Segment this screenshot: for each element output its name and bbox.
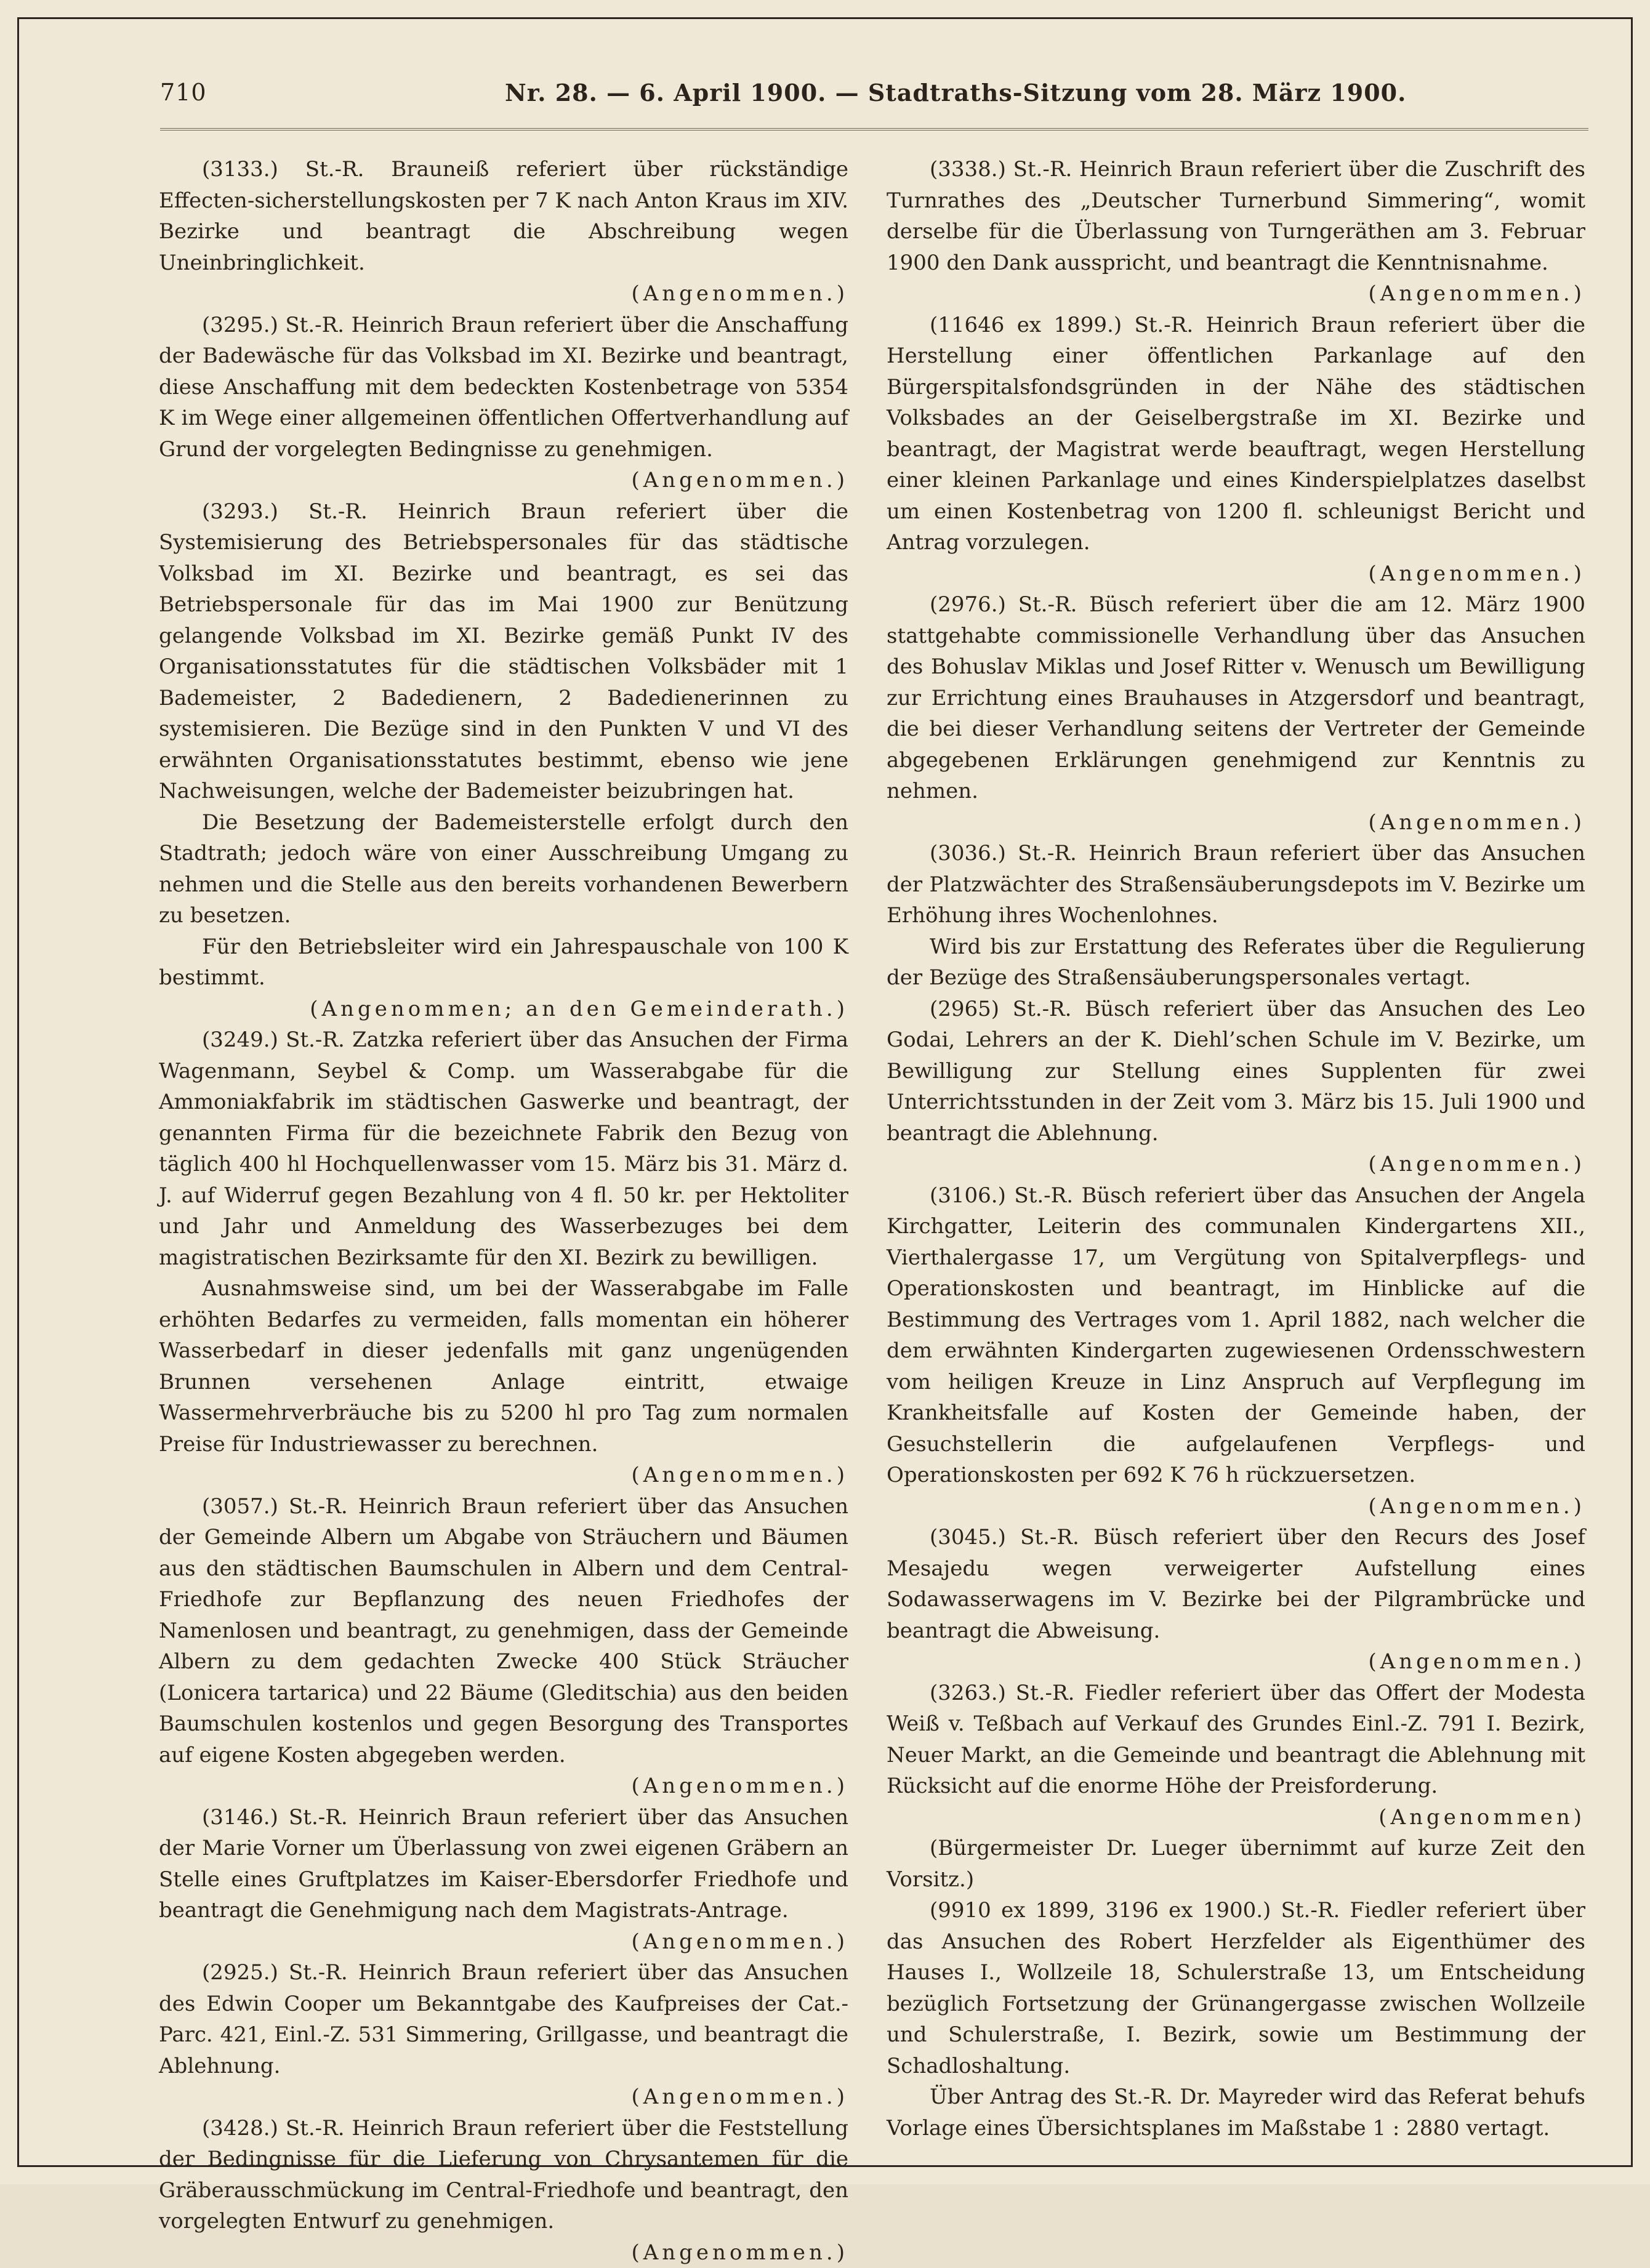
resolution-status: (Angenommen.) (159, 1460, 848, 1491)
resolution-status: (Angenommen.) (887, 807, 1585, 838)
resolution-status: (Angenommen.) (159, 278, 848, 310)
report-paragraph: (3057.) St.-R. Heinrich Braun referiert über das Ansuchen der Gemeinde Albern um Abgabe von Sträuchern und Bäumen aus den städtischen Baumschulen in Albern und dem Central-Friedhofe zur Bepflanzung des neuen Friedhofes der Namenlosen und beantragt, zu genehmigen, dass der Gemeinde Albern zu dem gedachten Zwecke 400 Stück Sträucher (Lonicera tartarica) und 22 Bäume (Gleditschia) aus den beiden Baumschulen kostenlos und gegen Besorgung des Transportes auf eigene Kosten abgegeben werden. (159, 1491, 848, 1771)
resolution-status: (Angenommen.) (887, 1646, 1585, 1678)
report-paragraph: (Bürgermeister Dr. Lueger übernimmt auf kurze Zeit den Vorsitz.) (887, 1833, 1585, 1895)
report-paragraph: Wird bis zur Erstattung des Referates über die Regulierung der Bezüge des Straßensäuberungspersonales vertagt. (887, 931, 1585, 994)
report-paragraph: (3133.) St.-R. Brauneiß referiert über rückständige Effecten-sicherstellungskosten per 7 K nach Anton Kraus im XIV. Bezirke und beantragt die Abschreibung wegen Uneinbringlichkeit. (159, 154, 848, 278)
resolution-status: (Angenommen.) (159, 2081, 848, 2113)
report-paragraph: (3428.) St.-R. Heinrich Braun referiert über die Feststellung der Bedingnisse für die Lieferung von Chrysantemen für die Gräberausschmückung im Central-Friedhofe und beantragt, den vorgelegten Entwurf zu genehmigen. (159, 2113, 848, 2237)
report-paragraph: (3263.) St.-R. Fiedler referiert über das Offert der Modesta Weiß v. Teßbach auf Verkauf des Grundes Einl.-Z. 791 I. Bezirk, Neuer Markt, an die Gemeinde und beantragt die Ablehnung mit Rücksicht auf die enorme Höhe der Preisforderung. (887, 1678, 1585, 1802)
report-paragraph: (3338.) St.-R. Heinrich Braun referiert über die Zuschrift des Turnrathes des „Deutscher Turnerbund Simmering“, womit derselbe für die Überlassung von Turngeräthen am 3. Februar 1900 den Dank ausspricht, und beantragt die Kenntnisnahme. (887, 154, 1585, 278)
report-paragraph: (3106.) St.-R. Büsch referiert über das Ansuchen der Angela Kirchgatter, Leiterin des communalen Kindergartens XII., Vierthalergasse 17, um Vergütung von Spitalverpflegs- und Operationskosten und beantragt, im Hinblicke auf die Bestimmung des Vertrages vom 1. April 1882, nach welcher die dem erwähnten Kindergarten zugewiesenen Ordensschwestern vom heiligen Kreuze in Linz Anspruch auf Verpflegung im Krankheitsfalle auf Kosten der Gemeinde haben, der Gesuchstellerin die aufgelaufenen Verpflegs- und Operationskosten per 692 K 76 h rückzuersetzen. (887, 1180, 1585, 1491)
resolution-status: (Angenommen.) (159, 465, 848, 496)
resolution-status: (Angenommen.) (159, 1926, 848, 1958)
report-paragraph: (3045.) St.-R. Büsch referiert über den Recurs des Josef Mesajedu wegen verweigerter Aufstellung eines Sodawasserwagens im V. Bezirke bei der Pilgrambrücke und beantragt die Abweisung. (887, 1522, 1585, 1646)
report-paragraph: (3293.) St.-R. Heinrich Braun referiert über die Systemisierung des Betriebspersonales für das städtische Volksbad im XI. Bezirke und beantragt, es sei das Betriebspersonale für das im Mai 1900 zur Benützung gelangende Volksbad im XI. Bezirke gemäß Punkt IV des Organisationsstatutes für die städtischen Volksbäder mit 1 Bademeister, 2 Badedienern, 2 Badedienerinnen zu systemisieren. Die Bezüge sind in den Punkten V und VI des erwähnten Organisationsstatutes bestimmt, ebenso wie jene Nachweisungen, welche der Bademeister beizubringen hat. (159, 496, 848, 807)
resolution-status: (Angenommen.) (887, 1491, 1585, 1522)
report-paragraph: (2965) St.-R. Büsch referiert über das Ansuchen des Leo Godai, Lehrers an der K. Diehl’schen Schule im V. Bezirke, um Bewilligung zur Stellung eines Supplenten für zwei Unterrichtsstunden in der Zeit vom 3. März bis 15. Juli 1900 und beantragt die Ablehnung. (887, 994, 1585, 1149)
report-paragraph: (2925.) St.-R. Heinrich Braun referiert über das Ansuchen des Edwin Cooper um Bekanntgabe des Kaufpreises der Cat.-Parc. 421, Einl.-Z. 531 Simmering, Grillgasse, und beantragt die Ablehnung. (159, 1957, 848, 2081)
resolution-status: (Angenommen.) (887, 1149, 1585, 1180)
report-paragraph: (3146.) St.-R. Heinrich Braun referiert über das Ansuchen der Marie Vorner um Überlassung von zwei eigenen Gräbern an Stelle eines Gruftplatzes im Kaiser-Ebersdorfer Friedhofe und beantragt die Genehmigung nach dem Magistrats-Antrage. (159, 1802, 848, 1926)
issue-title: Nr. 28. — 6. April 1900. — Stadtraths-Sitzung vom 28. März 1900. (505, 79, 1406, 107)
report-paragraph: (3036.) St.-R. Heinrich Braun referiert über das Ansuchen der Platzwächter des Straßensäuberungsdepots im V. Bezirke um Erhöhung ihres Wochenlohnes. (887, 838, 1585, 931)
page-number: 710 (160, 79, 207, 106)
resolution-status: (Angenommen.) (887, 278, 1585, 310)
report-paragraph: Für den Betriebsleiter wird ein Jahrespauschale von 100 K bestimmt. (159, 931, 848, 994)
report-paragraph: (9910 ex 1899, 3196 ex 1900.) St.-R. Fiedler referiert über das Ansuchen des Robert Herzfelder als Eigenthümer des Hauses I., Wollzeile 18, Schulerstraße 13, um Entscheidung bezüglich Fortsetzung der Grünangergasse zwischen Wollzeile und Schulerstraße, I. Bezirk, sowie um Bestimmung der Schadloshaltung. (887, 1895, 1585, 2081)
report-paragraph: Die Besetzung der Bademeisterstelle erfolgt durch den Stadtrath; jedoch wäre von einer Ausschreibung Umgang zu nehmen und die Stelle aus den bereits vorhandenen Bewerbern zu besetzen. (159, 807, 848, 931)
resolution-status: (Angenommen.) (887, 558, 1585, 590)
header-rule (160, 119, 1588, 131)
right-column (887, 154, 1585, 2144)
report-paragraph: Über Antrag des St.-R. Dr. Mayreder wird das Referat behufs Vorlage eines Übersichtsplanes im Maßstabe 1 : 2880 vertagt. (887, 2081, 1585, 2144)
resolution-status: (Angenommen) (887, 1802, 1585, 1833)
report-paragraph: (2976.) St.-R. Büsch referiert über die am 12. März 1900 stattgehabte commissionelle Verhandlung über das Ansuchen des Bohuslav Miklas und Josef Ritter v. Wenusch um Bewilligung zur Errichtung eines Brauhauses in Atzgersdorf und beantragt, die bei dieser Verhandlung seitens der Vertreter der Gemeinde abgegebenen Erklärungen genehmigend zur Kenntnis zu nehmen. (887, 589, 1585, 807)
left-column (159, 154, 848, 2268)
page-header (160, 79, 1588, 116)
report-paragraph: Ausnahmsweise sind, um bei der Wasserabgabe im Falle erhöhten Bedarfes zu vermeiden, falls momentan ein höherer Wasserbedarf in dieser jedenfalls mit ganz ungenügenden Brunnen versehenen Anlage eintritt, etwaige Wassermehrverbräuche bis zu 5200 hl pro Tag zum normalen Preise für Industriewasser zu berechnen. (159, 1273, 848, 1460)
resolution-status: (Angenommen.) (159, 2237, 848, 2268)
report-paragraph: (3249.) St.-R. Zatzka referiert über das Ansuchen der Firma Wagenmann, Seybel & Comp. um Wasserabgabe für die Ammoniakfabrik im städtischen Gaswerke und beantragt, der genannten Firma für die bezeichnete Fabrik den Bezug von täglich 400 hl Hochquellenwasser vom 15. März bis 31. März d. J. auf Widerruf gegen Bezahlung von 4 fl. 50 kr. per Hektoliter und Jahr und Anmeldung des Wasserbezuges bei dem magistratischen Bezirksamte für den XI. Bezirk zu bewilligen. (159, 1024, 848, 1273)
report-paragraph: (3295.) St.-R. Heinrich Braun referiert über die Anschaffung der Badewäsche für das Volksbad im XI. Bezirke und beantragt, diese Anschaffung mit dem bedeckten Kostenbetrage von 5354 K im Wege einer allgemeinen öffentlichen Offertverhandlung auf Grund der vorgelegten Bedingnisse zu genehmigen. (159, 310, 848, 465)
resolution-status: (Angenommen; an den Gemeinderath.) (159, 994, 848, 1025)
resolution-status: (Angenommen.) (159, 1771, 848, 1802)
report-paragraph: (11646 ex 1899.) St.-R. Heinrich Braun referiert über die Herstellung einer öffentlichen Parkanlage auf den Bürgerspitalsfondsgründen in der Nähe des städtischen Volksbades an der Geiselbergstraße im XI. Bezirke und beantragt, der Magistrat werde beauftragt, wegen Herstellung einer kleinen Parkanlage und eines Kinderspielplatzes daselbst um einen Kostenbetrag von 1200 fl. schleunigst Bericht und Antrag vorzulegen. (887, 310, 1585, 558)
